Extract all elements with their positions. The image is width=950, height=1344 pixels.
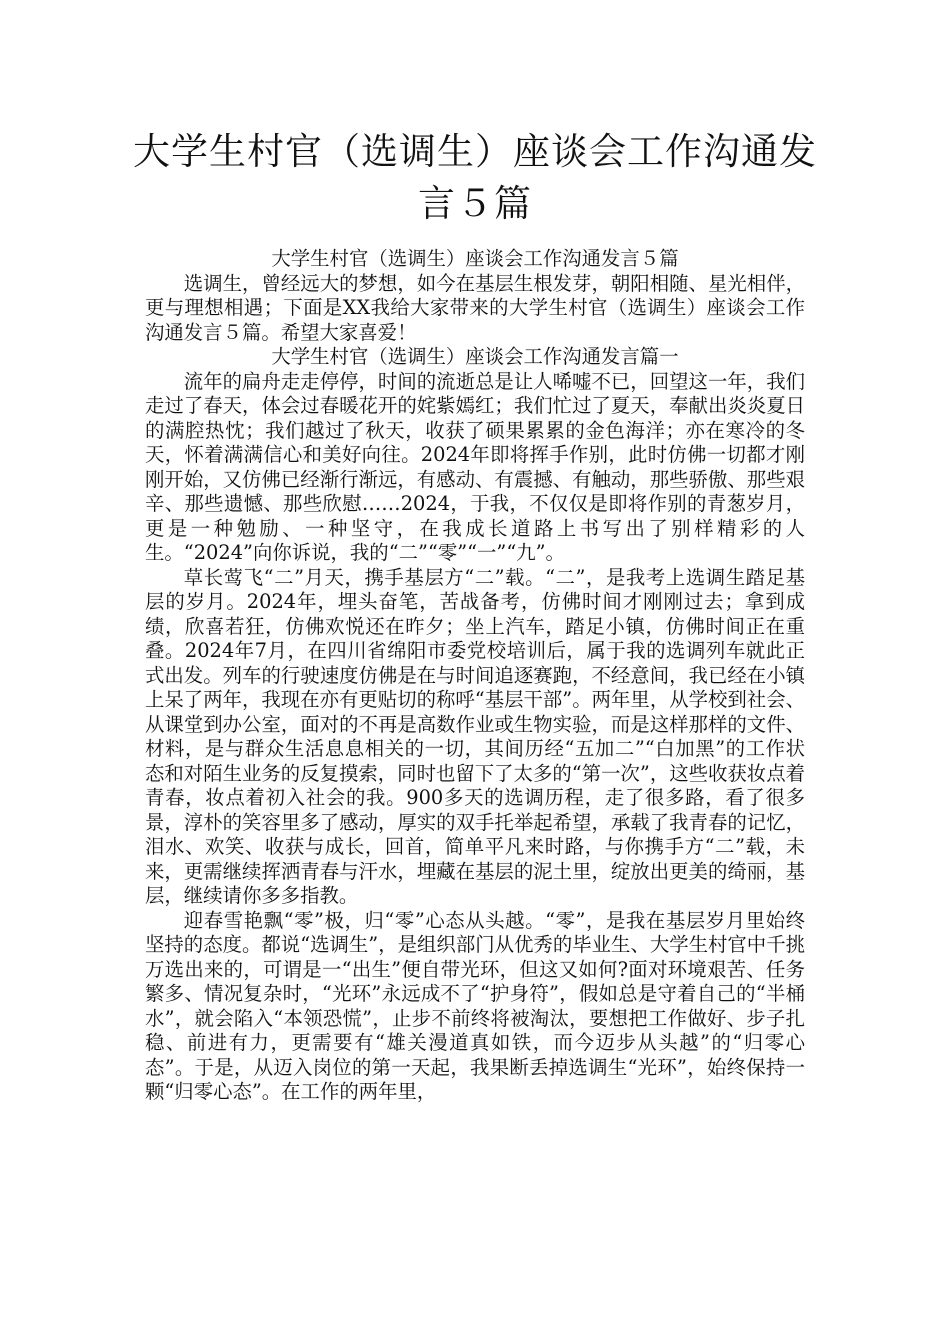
- document-body: [145, 247, 805, 1105]
- body-paragraph-3: 迎春雪艳飘“零”极，归“零”心态从头越。“零”，是我在基层岁月里始终坚持的态度。都说“选调生”，是组织部门从优秀的毕业生、大学生村官中千挑万选出来的，可谓是一“出生”便自带光环，但这又如何?面对环境艰苦、任务繁多、情况复杂时，“光环”永远成不了“护身符”，假如总是守着自己的“半桶水”，就会陷入“本领恐慌”，止步不前终将被淘汰，要想把工作做好、步子扎稳、前进有力，更需要有“雄关漫道真如铁，而今迈步从头越”的“归零心态”。于是，从迈入岗位的第一天起，我果断丢掉选调生“光环”，始终保持一颗“归零心态”。在工作的两年里，: [145, 908, 805, 1103]
- intro-paragraph: 选调生，曾经远大的梦想，如今在基层生根发芽，朝阳相随、星光相伴，更与理想相遇；下面是XX我给大家带来的大学生村官（选调生）座谈会工作沟通发言５篇。希望大家喜爱！: [145, 271, 805, 344]
- body-paragraph-1: 流年的扁舟走走停停，时间的流逝总是让人唏嘘不已，回望这一年，我们走过了春天，体会过春暖花开的姹紫嫣红；我们忙过了夏天，奉献出炎炎夏日的满腔热忱；我们越过了秋天，收获了硕果累累的金色海洋；亦在寒冷的冬天，怀着满满信心和美好向往。2024年即将挥手作别，此时仿佛一切都才刚刚开始，又仿佛已经渐行渐远，有感动、有震撼、有触动，那些骄傲、那些艰辛、那些遗憾、那些欣慰……2024，于我，不仅仅是即将作别的青葱岁月，更是一种勉励、一种坚守，在我成长道路上书写出了别样精彩的人生。“2024”向你诉说，我的“二”“零”“一”“九”。: [145, 369, 805, 564]
- title-line-2: 言５篇: [418, 182, 532, 225]
- section-heading: 大学生村官（选调生）座谈会工作沟通发言篇一: [271, 345, 679, 368]
- document-subtitle: 大学生村官（选调生）座谈会工作沟通发言５篇: [271, 247, 679, 270]
- body-paragraph-2: 草长莺飞“二”月天，携手基层方“二”载。“二”，是我考上选调生踏足基层的岁月。2024年，埋头奋笔，苦战备考，仿佛时间才刚刚过去；拿到成绩，欣喜若狂，仿佛欢悦还在昨夕；坐上汽车，踏足小镇，仿佛时间正在重叠。2024年7月，在四川省绵阳市委党校培训后，属于我的选调列车就此正式出发。列车的行驶速度仿佛是在与时间追逐赛跑，不经意间，我已经在小镇上呆了两年，我现在亦有更贴切的称呼“基层干部”。两年里，从学校到社会、从课堂到办公室，面对的不再是高数作业或生物实验，而是这样那样的文件、材料，是与群众生活息息相关的一切，其间历经“五加二”“白加黑”的工作状态和对陌生业务的反复摸索，同时也留下了太多的“第一次”，这些收获妆点着青春，妆点着初入社会的我。900多天的选调历程，走了很多路，看了很多景，淳朴的笑容里多了感动，厚实的双手托举起希望，承载了我青春的记忆，泪水、欢笑、收获与成长，回首，简单平凡来时路，与你携手方“二”载，未来，更需继续挥洒青春与汗水，埋藏在基层的泥土里，绽放出更美的绮丽，基层，继续请你多多指教。: [145, 565, 805, 907]
- document-title: [120, 126, 830, 230]
- title-line-1: 大学生村官（选调生）座谈会工作沟通发: [133, 130, 817, 173]
